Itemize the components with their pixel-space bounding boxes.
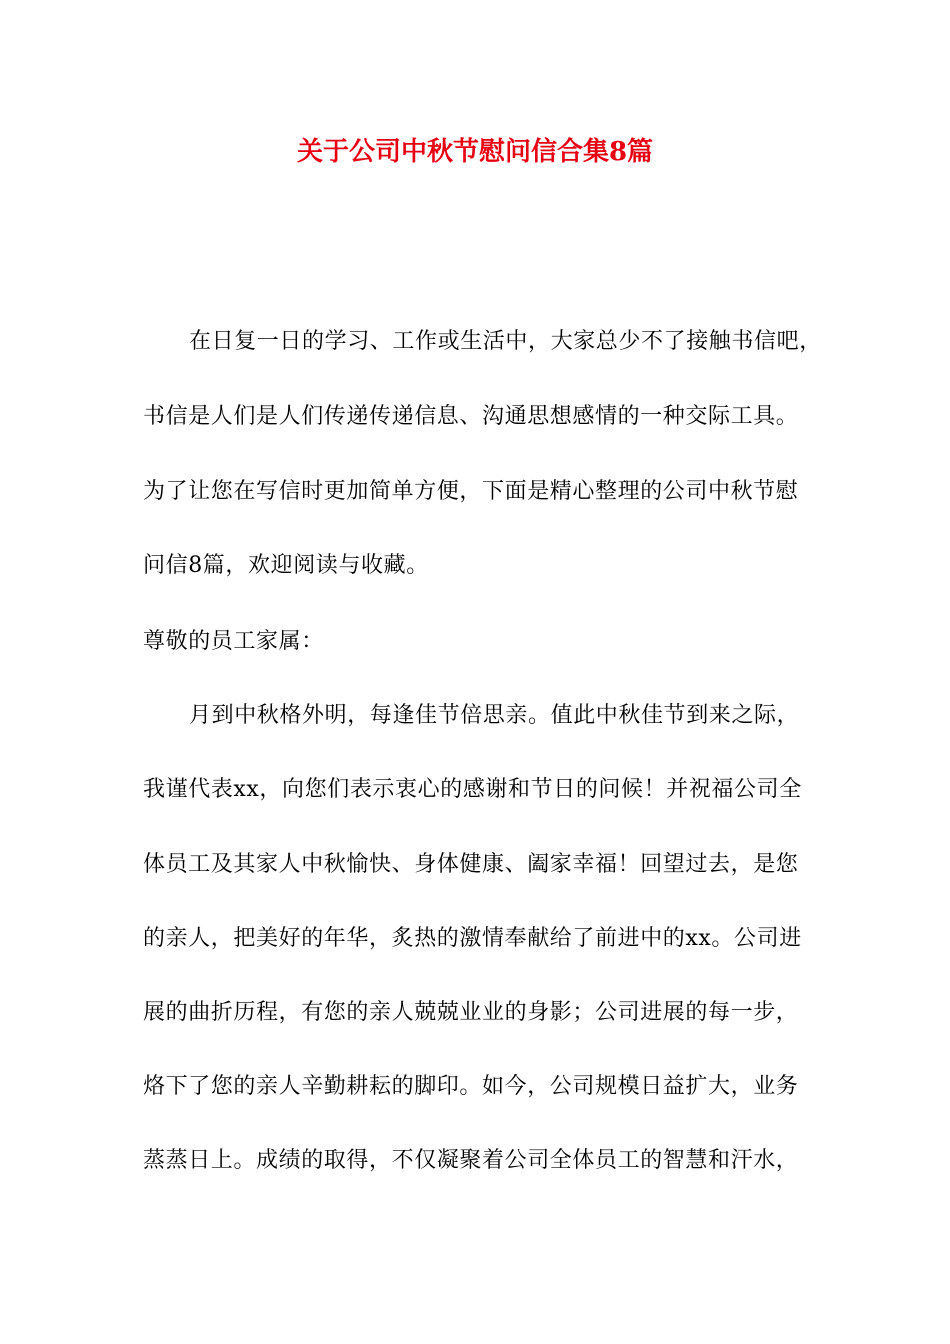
body-line: 展的曲折历程，有您的亲人兢兢业业的身影；公司进展的每一步，	[143, 1000, 799, 1025]
salutation: 尊敬的员工家属：	[143, 629, 324, 654]
body-line: 书信是人们是人们传递传递信息、沟通思想感情的一种交际工具。	[143, 404, 799, 429]
body-line: 的亲人，把美好的年华，炙热的激情奉献给了前进中的xx。公司进	[143, 926, 802, 951]
body-line: 蒸蒸日上。成绩的取得，不仅凝聚着公司全体员工的智慧和汗水，	[143, 1148, 799, 1173]
body-line: 问信8篇，欢迎阅读与收藏。	[143, 553, 429, 578]
body-line: 月到中秋格外明，每逢佳节倍思亲。值此中秋佳节到来之际，	[189, 703, 800, 728]
body-line: 烙下了您的亲人辛勤耕耘的脚印。如今，公司规模日益扩大，业务	[143, 1074, 799, 1099]
body-line: 体员工及其家人中秋愉快、身体健康、阖家幸福！回望过去，是您	[143, 852, 799, 877]
document-title: 关于公司中秋节慰问信合集8篇	[296, 137, 654, 167]
body-line: 我谨代表xx，向您们表示衷心的感谢和节日的问候！并祝福公司全	[143, 777, 802, 802]
body-line: 为了让您在写信时更加简单方便，下面是精心整理的公司中秋节慰	[143, 479, 799, 504]
body-line: 在日复一日的学习、工作或生活中，大家总少不了接触书信吧，	[189, 329, 822, 354]
